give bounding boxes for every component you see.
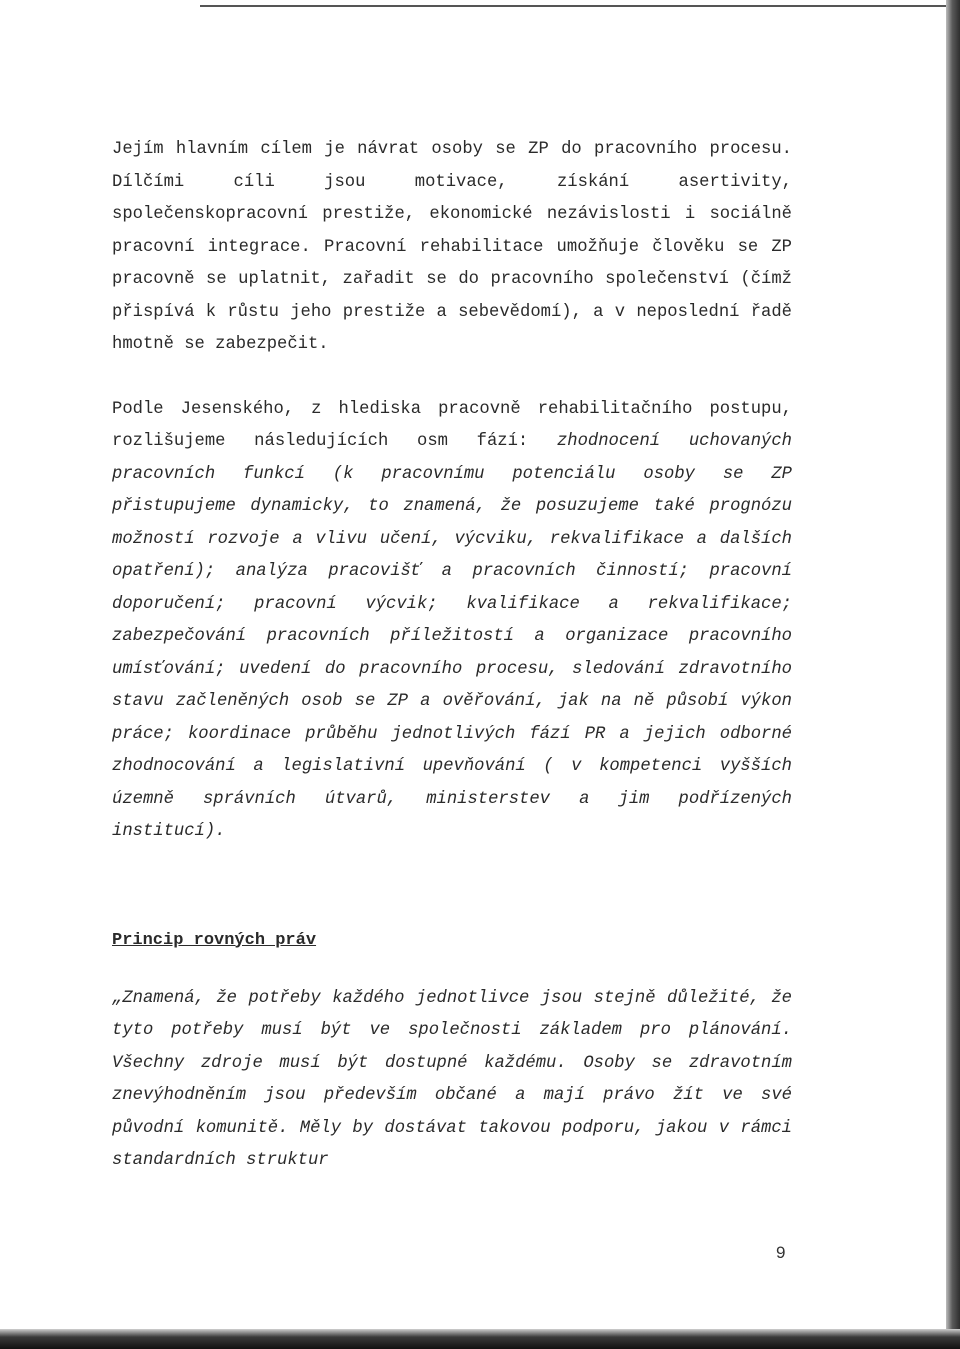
paragraph-rehabilitation-goal: Jejím hlavním cílem je návrat osoby se ZP do pracovního procesu. Dílčími cíli jsou motivace, získání asertivity, společenskopracovní prestiže, ekonomické nezávislosti i sociálně pracovní integrace. Pracovní rehabilitace umožňuje člověku se ZP pracovně se uplatnit, zařadit se do pracovního společenství (čímž přispívá k růstu jeho prestiže a sebevědomí), a v neposlední řadě hmotně se zabezpečit. <box>112 140 792 354</box>
section-heading: Princip rovných práv <box>112 930 317 950</box>
page-content <box>112 134 792 1178</box>
paragraph-rehabilitation-phases <box>112 394 792 849</box>
page-number: 9 <box>776 1243 786 1262</box>
section-heading-wrap <box>112 925 792 957</box>
scan-edge-bottom <box>0 1329 960 1349</box>
paragraph-equal-rights-quote: „Znamená, že potřeby každého jednotlivce jsou stejně důležité, že tyto potřeby musí být ve společnosti základem pro plánování. Všechny zdroje musí být dostupné každému. Osoby se zdravotním znevýhodněním jsou především občané a mají právo žít ve své původní komunitě. Měly by dostávat takovou podporu, jakou v rámci standardních struktur <box>112 988 792 1170</box>
scan-edge-top <box>200 5 960 7</box>
phases-intro-text: Podle Jesenského, z hlediska pracovně rehabilitačního postupu, rozlišujeme následujících osm fází: <box>112 399 792 451</box>
scan-edge-right <box>946 0 960 1349</box>
phases-list-text: zhodnocení uchovaných pracovních funkcí (k pracovnímu potenciálu osoby se ZP přistupujeme dynamicky, to znamená, že posuzujeme také prognózu možností rozvoje a vlivu učení, výcviku, rekvalifikace a dalších opatření); analýza pracovišť a pracovních činností; pracovní doporučení; pracovní výcvik; kvalifikace a rekvalifikace; zabezpečování pracovních příležitostí a organizace pracovního umísťování; uvedení do pracovního procesu, sledování zdravotního stavu začleněných osob se ZP a ověřování, jak na ně působí výkon práce; koordinace průběhu jednotlivých fází PR a jejich odborné zhodnocování a legislativní upevňování ( v kompetenci vyšších územně správních útvarů, ministerstev a jim podřízených institucí). <box>112 432 792 841</box>
